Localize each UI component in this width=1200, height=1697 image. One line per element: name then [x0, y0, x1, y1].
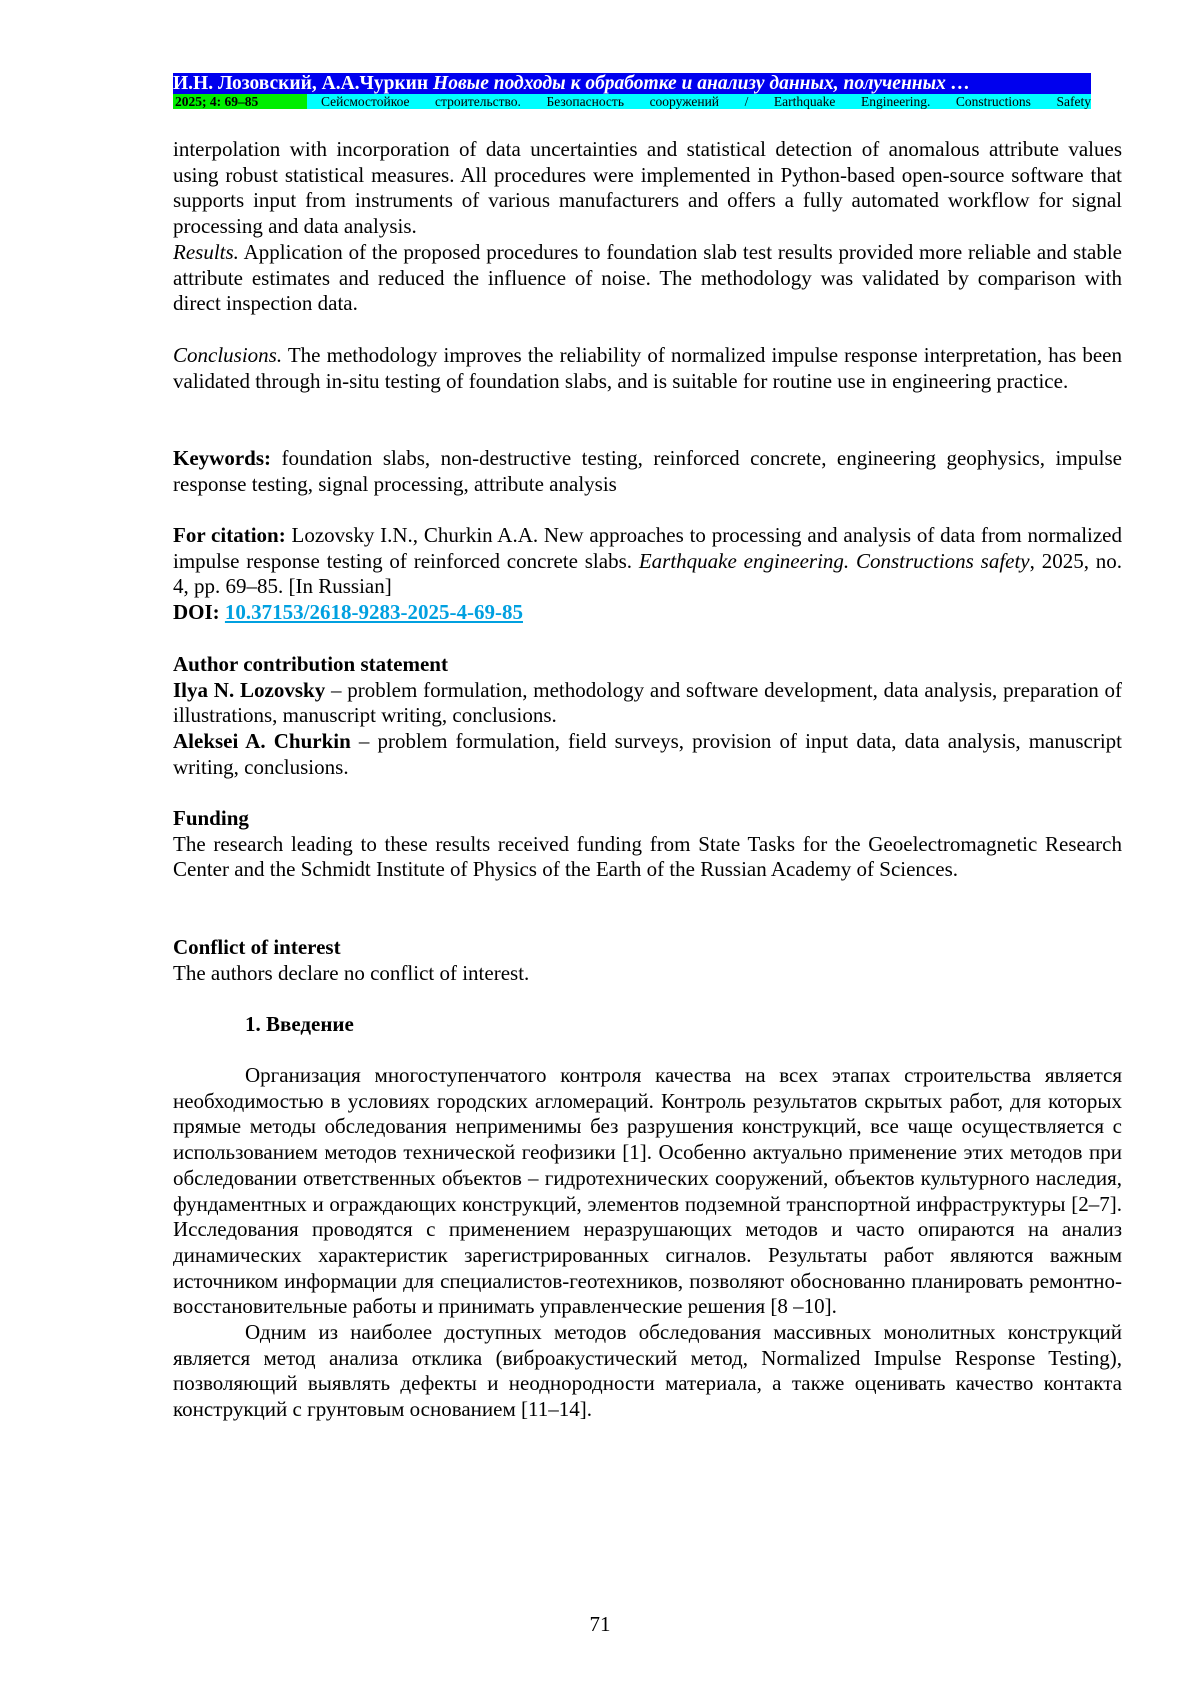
author1-contribution: – problem formulation, methodology and software development, data analysis, preparation of illustrations, manuscript writing, conclusions. — [173, 677, 1122, 728]
header-issue: 2025; 4: 69–85 — [173, 94, 307, 109]
conflict — [173, 935, 1122, 986]
funding — [173, 806, 1122, 883]
conflict-heading: Conflict of interest — [173, 935, 341, 959]
citation-text: Lozovsky I.N., Churkin A.A. New approaches to processing and analysis of data from normalized impulse response testing of reinforced concrete slabs. — [173, 523, 1123, 573]
section-heading — [173, 1012, 1122, 1038]
keywords — [173, 446, 1122, 497]
abstract-methods — [173, 137, 1122, 317]
results-text: Application of the proposed procedures to foundation slab test results provided more reliable and stable attribute estimates and reduced the influence of noise. The methodology was validated by comparison with direct inspection data. — [173, 239, 1122, 316]
citation — [173, 523, 1122, 626]
doi-link[interactable]: 10.37153/2618-9283-2025-4-69-85 — [224, 600, 523, 625]
author2-contribution: – problem formulation, field surveys, provision of input data, data analysis, manuscript writing, conclusions. — [173, 729, 1123, 779]
intro-paragraph-2: Одним из наиболее доступных методов обследования массивных монолитных конструкций является метод анализа отклика (виброакустический метод, Normalized Impulse Response Testing), позволяющий выявлять дефекты и неоднородности материала, а также оценивать качество контакта конструкций с грунтовым основанием [11–14]. — [173, 1320, 1122, 1422]
contribution-heading: Author contribution statement — [173, 652, 448, 676]
results-label: Results. — [173, 239, 239, 264]
methods-text: interpolation with incorporation of data uncertainties and statistical detection of anomalous attribute values using robust statistical measures. All procedures were implemented in Python-based open-source software that supports input from instruments of various manufacturers and offers a fully automated workflow for signal processing and data analysis. — [173, 137, 1122, 239]
citation-tail: , 2025, no. 4, pp. 69–85. [In Russian] — [173, 548, 1123, 599]
page-number: 71 — [589, 1612, 611, 1636]
header-article-title: Новые подходы к обработке и анализу данных, полученных … — [433, 73, 971, 94]
citation-journal: Earthquake engineering. Constructions safety — [638, 548, 1030, 573]
author1-name: Ilya N. Lozovsky — [173, 677, 326, 702]
doi-label: DOI: — [173, 600, 220, 625]
keywords-text: foundation slabs, non-destructive testing, reinforced concrete, engineering geophysics, impulse response testing, signal processing, attribute analysis — [173, 446, 1122, 496]
abstract-conclusions — [173, 343, 1122, 394]
conclusions-label: Conclusions. — [173, 343, 283, 367]
funding-text: The research leading to these results received funding from State Tasks for the Geoelectromagnetic Research Center and the Schmidt Institute of Physics of the Earth of the Russian Academy of Sciences. — [173, 831, 1122, 882]
author2-name: Aleksei A. Churkin — [173, 729, 351, 754]
citation-label: For citation: — [173, 523, 286, 547]
intro-paragraph-1: Организация многоступенчатого контроля качества на всех этапах строительства является необходимостью в условиях городских агломераций. Контроль результатов скрытых работ, для которых прямые методы обследования неприменимы без разрушения конструкций, все чаще осуществляется с использованием методов технической геофизики [1]. Особенно актуально применение этих методов при обследовании ответственных объектов – гидротехнических сооружений, объектов культурного наследия, фундаментных и ограждающих конструкций, элементов подземной транспортной инфраструктуры [2–7]. Исследования проводятся с применением неразрушающих методов и часто опираются на анализ динамических характеристик зарегистрированных сигналов. Результаты работ являются важным источником информации для специалистов-геотехников, позволяют обоснованно планировать ремонтно-восстановительные работы и принимать управленческие решения [8 –10]. — [173, 1063, 1122, 1319]
header-authors: И.Н. Лозовский, А.А.Чуркин — [173, 73, 429, 94]
conflict-text: The authors declare no conflict of interest. — [173, 960, 530, 985]
header-journal-name: Сейсмостойкое строительство. Безопасность сооружений / Earthquake Engineering. Constructions Safety — [321, 94, 1091, 109]
conclusions-text: The methodology improves the reliability of normalized impulse response interpretation, has been validated through in-situ testing of foundation slabs, and is suitable for routine use in engineering practice. — [173, 343, 1123, 393]
running-header-journal — [173, 94, 1091, 109]
introduction-heading: 1. Введение — [245, 1012, 354, 1036]
author-contribution — [173, 652, 1122, 781]
funding-heading: Funding — [173, 806, 249, 830]
keywords-label: Keywords: — [173, 446, 271, 470]
running-header-title — [173, 73, 1091, 94]
introduction-body — [173, 1063, 1122, 1423]
